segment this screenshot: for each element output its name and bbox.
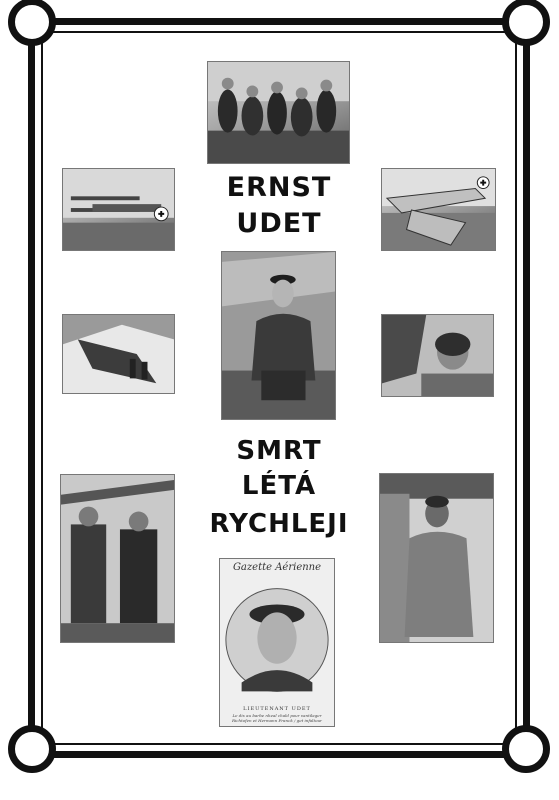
portrait-uniform-photo	[221, 251, 336, 420]
title-last-name: UDET	[236, 208, 322, 239]
corner-ornament-top-right	[502, 0, 550, 46]
subtitle-line-2: LÉTÁ	[241, 471, 317, 501]
group-officers-photo	[207, 61, 350, 164]
subtitle-line-1: SMRT	[236, 436, 322, 466]
magazine-header: Gazette Aérienne	[232, 562, 322, 573]
title-first-name: ERNST	[226, 172, 332, 203]
corner-ornament-bottom-left	[8, 725, 56, 773]
two-aviators-photo	[60, 474, 175, 643]
subtitle-line-3: RYCHLEJI	[209, 509, 349, 539]
standing-officer-photo	[379, 473, 494, 643]
wreck-snow-photo	[62, 314, 175, 394]
corner-ornament-bottom-right	[502, 725, 550, 773]
cockpit-pilot-photo	[381, 314, 494, 397]
magazine-caption-text: Le dix au barbe nheal chald pour vantilager Richtofen et Hermann Franck / get infaltour	[232, 713, 322, 723]
corner-ornament-top-left	[8, 0, 56, 46]
biplane-photo	[62, 168, 175, 251]
magazine-caption-name: LIEUTENANT UDET	[243, 706, 311, 712]
crashed-plane-photo	[381, 168, 496, 251]
magazine-cover	[219, 558, 335, 727]
